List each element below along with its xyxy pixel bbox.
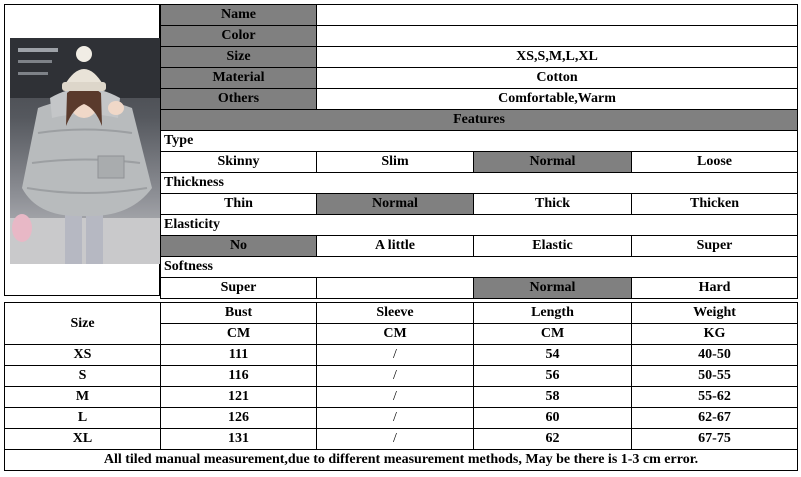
table-row [5, 366, 798, 387]
value-cell: 131 [161, 429, 317, 450]
spec-label: Others [161, 89, 317, 110]
spec-label: Size [161, 47, 317, 68]
column-unit: CM [317, 324, 474, 345]
value-cell: 40-50 [632, 345, 798, 366]
column-header: Sleeve [317, 303, 474, 324]
table-row [5, 345, 798, 366]
column-header: Bust [161, 303, 317, 324]
spec-row-color [161, 26, 798, 47]
value-cell: 56 [474, 366, 632, 387]
value-cell: 126 [161, 408, 317, 429]
size-cell: M [5, 387, 161, 408]
spec-label: Color [161, 26, 317, 47]
feature-group-header [161, 215, 798, 236]
feature-group-header [161, 131, 798, 152]
features-title: Features [161, 110, 798, 131]
table-row [5, 429, 798, 450]
spec-row-others [161, 89, 798, 110]
feature-option: Thick [474, 194, 632, 215]
value-cell: 111 [161, 345, 317, 366]
feature-option-selected: Normal [474, 152, 632, 173]
measurement-note-row [5, 450, 798, 471]
feature-options-row [161, 152, 798, 173]
product-spec-block [4, 4, 797, 297]
column-unit: CM [474, 324, 632, 345]
column-header: Length [474, 303, 632, 324]
feature-options-row [161, 278, 798, 299]
table-row [5, 387, 798, 408]
value-cell: / [317, 429, 474, 450]
size-cell: S [5, 366, 161, 387]
feature-option: Super [161, 278, 317, 299]
feature-group-name: Type [161, 131, 798, 152]
product-photo-cell [4, 4, 160, 296]
feature-options-row [161, 236, 798, 257]
value-cell: / [317, 345, 474, 366]
value-cell: 54 [474, 345, 632, 366]
measurement-note: All tiled manual measurement,due to different measurement methods, May be there is 1-3 cm error. [5, 450, 798, 471]
feature-group-name: Thickness [161, 173, 798, 194]
value-cell: 50-55 [632, 366, 798, 387]
size-cell: XL [5, 429, 161, 450]
feature-group-name: Softness [161, 257, 798, 278]
column-unit: KG [632, 324, 798, 345]
spec-table [160, 4, 798, 299]
value-cell: 116 [161, 366, 317, 387]
feature-option-selected: Normal [474, 278, 632, 299]
feature-option: Hard [632, 278, 798, 299]
product-photo [10, 38, 160, 264]
value-cell: 62 [474, 429, 632, 450]
feature-option: Loose [632, 152, 798, 173]
spec-value [317, 5, 798, 26]
value-cell: / [317, 366, 474, 387]
value-cell: 67-75 [632, 429, 798, 450]
value-cell: 62-67 [632, 408, 798, 429]
value-cell: 60 [474, 408, 632, 429]
size-column-header: Size [5, 303, 161, 345]
table-row [5, 408, 798, 429]
spec-value: Cotton [317, 68, 798, 89]
value-cell: 121 [161, 387, 317, 408]
column-header: Weight [632, 303, 798, 324]
spec-value: XS,S,M,L,XL [317, 47, 798, 68]
spec-label: Name [161, 5, 317, 26]
spec-label: Material [161, 68, 317, 89]
feature-option: Thicken [632, 194, 798, 215]
feature-option [317, 278, 474, 299]
spec-row-name [161, 5, 798, 26]
feature-group-name: Elasticity [161, 215, 798, 236]
feature-option: Super [632, 236, 798, 257]
feature-option: Elastic [474, 236, 632, 257]
feature-option: Skinny [161, 152, 317, 173]
value-cell: 58 [474, 387, 632, 408]
feature-option: Slim [317, 152, 474, 173]
feature-option: Thin [161, 194, 317, 215]
column-unit: CM [161, 324, 317, 345]
value-cell: / [317, 387, 474, 408]
spec-row-material [161, 68, 798, 89]
spec-row-size [161, 47, 798, 68]
spec-value: Comfortable,Warm [317, 89, 798, 110]
model-illustration [10, 38, 160, 264]
size-cell: XS [5, 345, 161, 366]
feature-option: A little [317, 236, 474, 257]
size-chart-header-row [5, 303, 798, 324]
size-cell: L [5, 408, 161, 429]
size-chart-table [4, 302, 798, 471]
value-cell: 55-62 [632, 387, 798, 408]
value-cell: / [317, 408, 474, 429]
feature-group-header [161, 257, 798, 278]
feature-options-row [161, 194, 798, 215]
feature-option-selected: No [161, 236, 317, 257]
feature-option-selected: Normal [317, 194, 474, 215]
feature-group-header [161, 173, 798, 194]
spec-value [317, 26, 798, 47]
features-header-row [161, 110, 798, 131]
